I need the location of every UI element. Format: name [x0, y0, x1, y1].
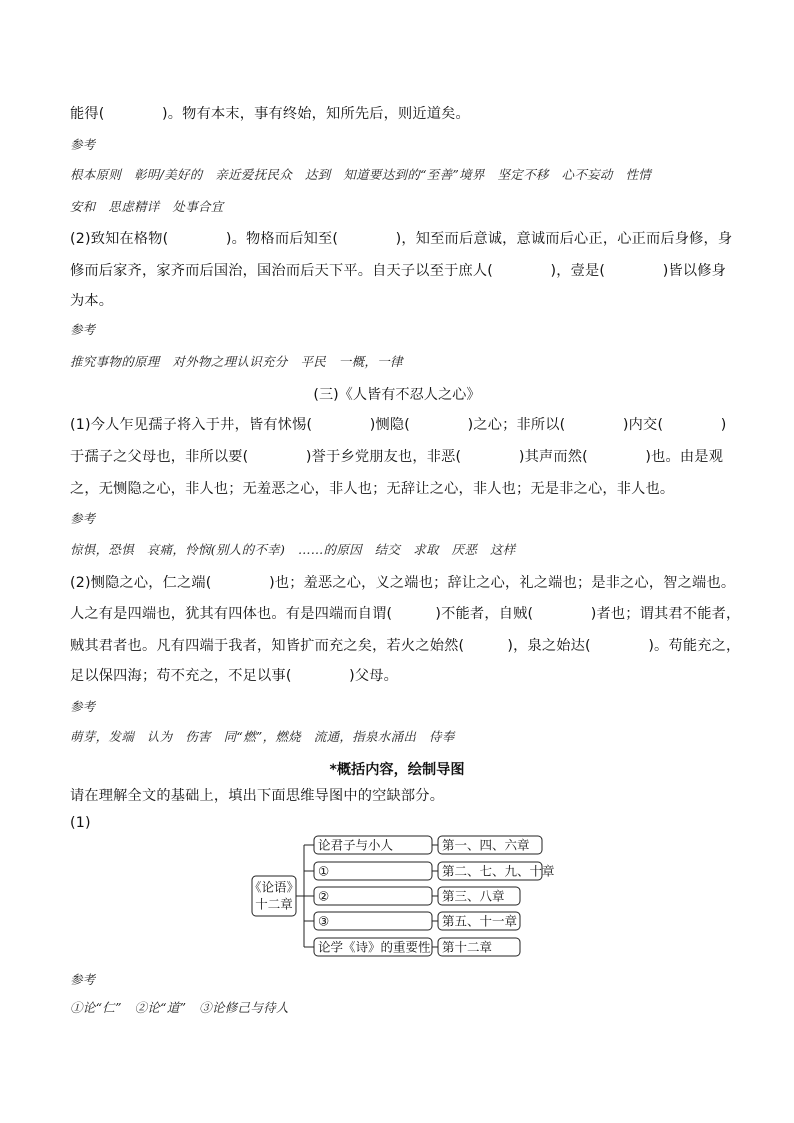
topic-node-label: 论君子与小人 [318, 837, 394, 853]
chapter-node-label: 第一、四、六章 [442, 837, 530, 853]
chapter-node-label: 第五、十一章 [442, 913, 518, 929]
reference-answer: 惊惧，恐惧 哀痛，怜悯(别人的不幸) ……的原因 结交 求取 厌恶 这样 [70, 542, 516, 557]
topic-node-label: 论学《诗》的重要性 [318, 939, 431, 955]
topic-node [314, 912, 432, 930]
topic-node [314, 887, 432, 905]
body-text-line: (1)今人乍见孺子将入于井，皆有怵惕( )恻隐( )之心；非所以( )内交( ) [70, 417, 727, 433]
body-text-line: 修而后家齐，家齐而后国治，国治而后天下平。自天子以至于庶人( )，壹是( )皆以修身 [70, 263, 726, 279]
reference-answer: 推究事物的原理 对外物之理认识充分 平民 一概，一律 [70, 354, 403, 369]
topic-node [314, 862, 432, 880]
body-text-line: (2)致知在格物( )。物格而后知至( )，知至而后意诚，意诚而后心正，心正而后身修，身 [70, 231, 733, 247]
chapter-node-label: 第二、七、九、十章 [442, 863, 555, 879]
root-node-line: 《论语》 [248, 879, 300, 895]
reference-label: 参考 [70, 137, 96, 152]
section-heading: (三)《人皆有不忍人之心》 [313, 387, 481, 403]
chapter-node-label: 第十二章 [442, 939, 493, 955]
reference-label: 参考 [70, 322, 96, 337]
mind-map-nodes [249, 836, 555, 956]
body-text-line: (2)恻隐之心，仁之端( )也；羞恶之心，义之端也；辞让之心，礼之端也；是非之心，智之端也。 [70, 575, 736, 591]
section-heading: *概括内容，绘制导图 [329, 762, 465, 778]
topic-node-label: ③ [318, 913, 330, 929]
reference-answer: 萌芽，发端 认为 伤害 同“燃”，燃烧 流通，指泉水涌出 侍奉 [70, 729, 455, 744]
body-text-line: 请在理解全文的基础上，填出下面思维导图中的空缺部分。 [70, 788, 445, 804]
reference-answer: 安和 思虑精详 处事合宜 [70, 199, 224, 214]
body-text-line: 为本。 [70, 293, 114, 309]
reference-answer: 根本原则 彰明/美好的 亲近爱抚民众 达到 知道要达到的“至善”境界 坚定不移 心不妄动 性情 [70, 167, 652, 182]
root-node-line: 十二章 [255, 896, 293, 912]
body-text-line: 足以保四海；苟不充之，不足以事( )父母。 [70, 668, 398, 684]
body-text-line: 人之有是四端也，犹其有四体也。有是四端而自谓( )不能者，自贼( )者也；谓其君不能者， [70, 606, 741, 622]
reference-answer: ①论“仁” ②论“道” ③论修己与待人 [70, 1000, 289, 1015]
chapter-node-label: 第三、八章 [442, 888, 505, 904]
reference-label: 参考 [70, 699, 96, 714]
body-text-line: 之，无恻隐之心，非人也；无羞恶之心，非人也；无辞让之心，非人也；无是非之心，非人也。 [70, 481, 675, 497]
reference-label: 参考 [70, 972, 96, 987]
body-text-line: 贼其君者也。凡有四端于我者，知皆扩而充之矣，若火之始然( )，泉之始达( )。苟能充之， [70, 638, 741, 654]
body-text-line: 于孺子之父母也，非所以要( )誉于乡党朋友也，非恶( )其声而然( )也。由是观 [70, 449, 724, 465]
body-text-line: 能得( )。物有本末，事有终始，知所先后，则近道矣。 [70, 106, 470, 122]
reference-label: 参考 [70, 511, 96, 526]
topic-node-label: ② [318, 888, 330, 904]
mind-map-diagram [248, 832, 558, 962]
body-text-line: (1) [70, 815, 91, 831]
topic-node-label: ① [318, 863, 330, 879]
